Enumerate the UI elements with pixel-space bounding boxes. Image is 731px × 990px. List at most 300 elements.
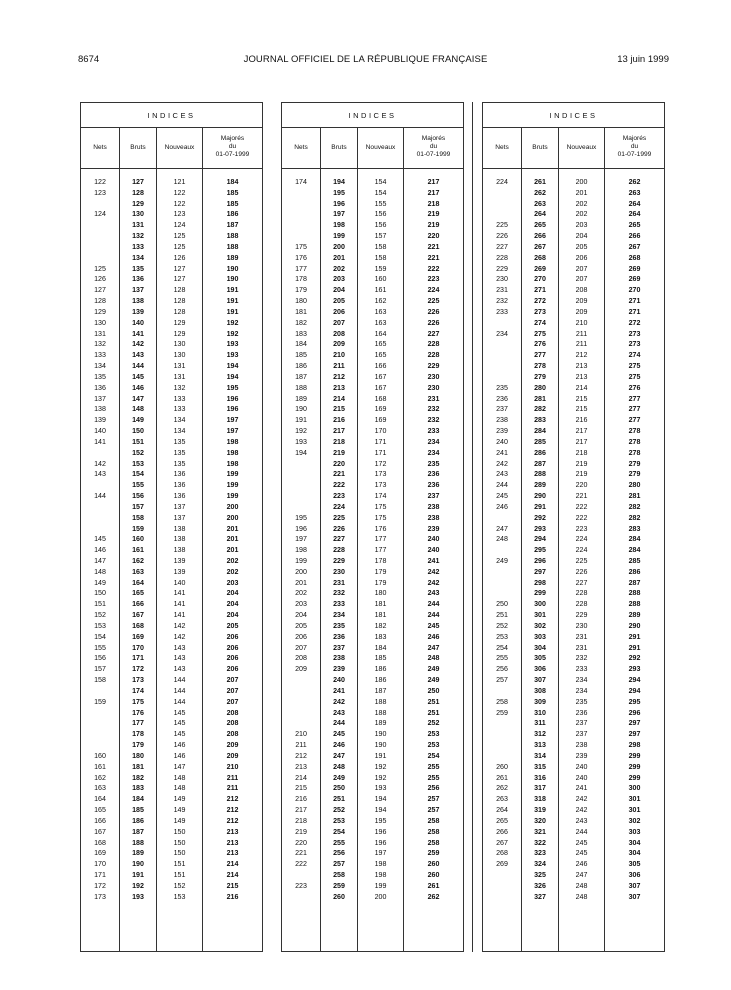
table-cell: 282 (628, 502, 641, 511)
table-cell: 137 (173, 502, 186, 511)
table-cell: 168 (94, 838, 106, 847)
table-cell: 213 (575, 372, 588, 381)
table-cell: 263 (534, 199, 546, 208)
table-cell: 167 (94, 827, 106, 836)
table-cell: 299 (628, 762, 641, 771)
table-cell: 197 (226, 427, 239, 436)
table-cell: 237 (575, 719, 588, 728)
table-cell: 279 (628, 470, 641, 479)
table-cell: 190 (374, 741, 387, 750)
table-cell: 166 (132, 600, 144, 609)
table-cell: 138 (173, 524, 186, 533)
table-cell: 220 (295, 838, 307, 847)
table-cell: 231 (333, 578, 345, 587)
table-cell: 307 (628, 892, 641, 901)
table-cell: 147 (94, 556, 106, 565)
table-cell: 187 (295, 372, 307, 381)
table-cell: 278 (628, 437, 641, 446)
table-cell: 225 (333, 513, 345, 522)
table-cell: 313 (534, 741, 546, 750)
table-cell: 324 (534, 860, 546, 869)
table-cell: 223 (333, 492, 345, 501)
table-cell: 211 (226, 773, 239, 782)
table-cell: 185 (374, 654, 387, 663)
table-cell: 301 (534, 611, 546, 620)
table-cell: 200 (226, 502, 239, 511)
table-cell: 202 (226, 567, 239, 576)
table-cell: 216 (226, 892, 239, 901)
table-cell: 208 (295, 654, 307, 663)
table-cell: 230 (496, 275, 508, 284)
column-bruts (120, 167, 157, 951)
table-cell: 194 (374, 806, 387, 815)
table-cell: 169 (374, 405, 387, 414)
table-cell (483, 209, 521, 220)
table-cell: 194 (374, 795, 387, 804)
table-cell: 231 (575, 632, 588, 641)
table-cell: 144 (173, 686, 186, 695)
table-cell: 256 (427, 784, 440, 793)
table-cell: 207 (575, 264, 588, 273)
table-cell: 211 (575, 329, 588, 338)
table-cell: 192 (374, 762, 387, 771)
indices-table-3 (482, 102, 665, 952)
table-cell: 218 (427, 199, 440, 208)
table-cell: 222 (575, 502, 588, 511)
table-cell: 239 (427, 524, 440, 533)
table-cell (483, 372, 521, 383)
table-cell (483, 350, 521, 361)
table-cell: 291 (534, 502, 546, 511)
publication-date: 13 juin 1999 (617, 54, 669, 65)
column-nouveaux (157, 167, 203, 951)
table-cell: 299 (628, 751, 641, 760)
table-cell: 153 (94, 621, 106, 630)
table-cell: 287 (628, 578, 641, 587)
table-cell: 149 (132, 416, 144, 425)
table-cell: 209 (226, 741, 239, 750)
table-cell: 122 (94, 178, 106, 186)
table-cell: 235 (333, 621, 345, 630)
table-cell: 141 (173, 589, 186, 598)
table-cell: 209 (575, 307, 588, 316)
table-cell: 248 (575, 892, 588, 901)
table-cell (483, 545, 521, 556)
table-cell: 301 (628, 806, 641, 815)
table-cell: 209 (226, 751, 239, 760)
table-cell: 204 (226, 589, 239, 598)
table-cell (483, 870, 521, 881)
table-cell: 244 (496, 481, 508, 490)
table-cell: 300 (534, 600, 546, 609)
table-cell: 207 (226, 686, 239, 695)
table-cell: 257 (333, 860, 345, 869)
table-cell: 189 (226, 253, 239, 262)
table-cell: 185 (132, 806, 144, 815)
table-cell: 206 (226, 632, 239, 641)
table-cell: 279 (534, 372, 546, 381)
table-cell: 148 (173, 773, 186, 782)
table-cell: 242 (575, 806, 588, 815)
table-cell: 188 (226, 242, 239, 251)
table-cell: 188 (132, 838, 144, 847)
table-cell: 186 (374, 676, 387, 685)
table-cell: 260 (496, 762, 508, 771)
table-cell: 252 (333, 806, 345, 815)
table-cell: 158 (374, 242, 387, 251)
table-cell: 158 (94, 676, 106, 685)
table-cell: 267 (628, 242, 641, 251)
table-cell: 127 (94, 286, 106, 295)
table-cell: 175 (374, 502, 387, 511)
table-cell: 156 (374, 221, 387, 230)
table-cell: 181 (132, 762, 144, 771)
table-cell: 151 (173, 871, 186, 879)
table-cell: 145 (173, 719, 186, 728)
table-cell: 226 (333, 524, 345, 533)
table-cell: 134 (94, 362, 106, 371)
table-cell: 161 (132, 546, 144, 555)
column-nets (282, 167, 321, 951)
table-cell: 215 (575, 394, 588, 403)
table-cell: 129 (94, 307, 106, 316)
table-cell: 133 (94, 351, 106, 360)
table-cell: 231 (575, 643, 588, 652)
table-cell: 208 (575, 286, 588, 295)
table-cell: 308 (534, 686, 546, 695)
table-cell: 214 (295, 773, 307, 782)
table-cell: 191 (374, 751, 387, 760)
table-cell: 259 (333, 881, 345, 890)
table-cell: 306 (628, 871, 641, 879)
table-cell: 158 (374, 253, 387, 262)
table-cell: 256 (333, 849, 345, 858)
table-cell: 197 (374, 849, 387, 858)
table-cell: 207 (333, 318, 345, 327)
table-cell: 226 (575, 567, 588, 576)
table-cell: 234 (496, 329, 508, 338)
table-cell: 129 (132, 199, 144, 208)
table-cell: 150 (173, 849, 186, 858)
table-cell (282, 459, 320, 470)
table-cell: 200 (333, 242, 345, 251)
table-cell: 242 (575, 795, 588, 804)
table-cell: 285 (534, 437, 546, 446)
table-cell: 172 (374, 459, 387, 468)
table-cell: 191 (132, 871, 144, 879)
table-cell: 132 (94, 340, 106, 349)
column-majores (203, 167, 262, 951)
table-cell: 128 (173, 286, 186, 295)
table-cell: 124 (173, 221, 186, 230)
table-cell: 234 (427, 448, 440, 457)
table-cell: 132 (173, 383, 186, 392)
table-cell: 149 (94, 578, 106, 587)
table-cell: 177 (132, 719, 144, 728)
table-cell: 164 (374, 329, 387, 338)
table-cell: 204 (333, 286, 345, 295)
table-cell: 258 (427, 816, 440, 825)
table-cell: 216 (333, 416, 345, 425)
table-cell: 180 (132, 751, 144, 760)
table-cell: 284 (628, 535, 641, 544)
table-cell: 128 (173, 307, 186, 316)
table-cell: 186 (132, 816, 144, 825)
table-cell: 252 (427, 719, 440, 728)
table-cell: 237 (575, 730, 588, 739)
table-cell: 200 (226, 513, 239, 522)
table-cell: 143 (173, 643, 186, 652)
table-cell: 282 (534, 405, 546, 414)
table-cell: 250 (496, 600, 508, 609)
table-cell: 211 (226, 784, 239, 793)
table-cell: 235 (575, 697, 588, 706)
table-cell: 277 (628, 416, 641, 425)
table-cell: 188 (374, 708, 387, 717)
page-number: 8674 (78, 54, 100, 65)
table-cell: 205 (575, 242, 588, 251)
table-cell: 236 (496, 394, 508, 403)
table-cell: 211 (575, 340, 588, 349)
table-cell: 291 (628, 632, 641, 641)
table-cell: 219 (427, 210, 440, 219)
table-cell: 186 (295, 362, 307, 371)
table-cell (483, 686, 521, 697)
table-cell: 227 (496, 242, 508, 251)
table-cell: 240 (575, 773, 588, 782)
table-cell: 138 (173, 535, 186, 544)
table-cell: 269 (628, 264, 641, 273)
table-cell: 315 (534, 762, 546, 771)
table-cell: 121 (173, 178, 186, 186)
table-cell: 217 (575, 437, 588, 446)
table-cell: 137 (173, 513, 186, 522)
table-cell (483, 751, 521, 762)
table-cell: 135 (173, 448, 186, 457)
table-cell: 138 (132, 297, 144, 306)
table-cell: 166 (374, 362, 387, 371)
table-cell: 275 (534, 329, 546, 338)
table-cell: 217 (427, 188, 440, 197)
table-cell: 238 (427, 513, 440, 522)
table-cell: 194 (226, 372, 239, 381)
table-cell: 127 (173, 264, 186, 273)
table-cell: 168 (132, 621, 144, 630)
table-cell: 294 (628, 686, 641, 695)
column-header-nouveaux: Nouveaux (358, 128, 404, 168)
table-cell: 150 (94, 589, 106, 598)
table-cell: 297 (534, 567, 546, 576)
table-cell: 299 (628, 773, 641, 782)
table-cell: 166 (94, 816, 106, 825)
table-cell: 193 (226, 340, 239, 349)
table-cell: 165 (132, 589, 144, 598)
table-cell: 214 (226, 871, 239, 879)
table-cell: 209 (575, 297, 588, 306)
table-cell: 257 (427, 795, 440, 804)
table-cell: 306 (534, 665, 546, 674)
column-rule (262, 102, 263, 952)
table-cell: 212 (575, 351, 588, 360)
table-cell: 195 (295, 513, 307, 522)
table-cell: 199 (333, 232, 345, 241)
table-cell: 162 (132, 556, 144, 565)
table-cell: 230 (575, 621, 588, 630)
table-cell: 303 (534, 632, 546, 641)
table-cell: 205 (226, 621, 239, 630)
table-cell: 321 (534, 827, 546, 836)
table-cell (483, 729, 521, 740)
table-cell: 236 (427, 470, 440, 479)
table-cell: 174 (374, 492, 387, 501)
table-cell: 292 (534, 513, 546, 522)
table-cell: 149 (173, 795, 186, 804)
column-headers (282, 128, 463, 169)
table-cell: 239 (333, 665, 345, 674)
table-cell: 280 (628, 481, 641, 490)
table-cell: 241 (333, 686, 345, 695)
table-cell: 156 (374, 210, 387, 219)
table-cell: 233 (427, 427, 440, 436)
table-cell: 210 (333, 351, 345, 360)
table-cell: 307 (534, 676, 546, 685)
table-cell: 198 (295, 546, 307, 555)
table-cell (282, 480, 320, 491)
table-cell: 222 (295, 860, 307, 869)
table-cell: 133 (173, 394, 186, 403)
table-cell: 134 (132, 253, 144, 262)
table-cell: 171 (132, 654, 144, 663)
table-cell: 187 (132, 827, 144, 836)
table-cell: 264 (628, 210, 641, 219)
table-cell: 320 (534, 816, 546, 825)
table-cell: 271 (628, 307, 641, 316)
table-cell: 198 (333, 221, 345, 230)
table-cell: 150 (173, 838, 186, 847)
table-cell: 156 (132, 492, 144, 501)
table-cell: 167 (132, 611, 144, 620)
table-cell: 305 (628, 860, 641, 869)
table-cell: 176 (374, 524, 387, 533)
table-cell: 191 (226, 307, 239, 316)
table-cell: 189 (374, 719, 387, 728)
column-headers (81, 128, 262, 169)
table-cell: 213 (226, 849, 239, 858)
table-cell: 143 (173, 665, 186, 674)
table-cell (81, 220, 119, 231)
table-cell: 170 (374, 427, 387, 436)
table-cell: 301 (628, 795, 641, 804)
table-cell: 311 (534, 719, 546, 728)
table-cell: 273 (628, 329, 641, 338)
table-cell: 183 (295, 329, 307, 338)
table-cell: 213 (333, 383, 345, 392)
table-cell: 201 (295, 578, 307, 587)
table-cell: 243 (496, 470, 508, 479)
table-cell: 233 (333, 600, 345, 609)
table-cell: 170 (132, 643, 144, 652)
table-cell: 123 (94, 188, 106, 197)
table-cell: 243 (575, 816, 588, 825)
table-cell: 208 (333, 329, 345, 338)
table-cell: 316 (534, 773, 546, 782)
table-cell: 200 (374, 892, 387, 901)
column-header-bruts: Bruts (120, 128, 157, 168)
table-cell: 254 (333, 827, 345, 836)
table-cell: 241 (575, 784, 588, 793)
table-cell: 241 (427, 556, 440, 565)
table-cell: 140 (173, 578, 186, 587)
table-cell: 288 (628, 589, 641, 598)
table-cell: 163 (374, 318, 387, 327)
table-cell: 188 (226, 232, 239, 241)
table-cell: 253 (333, 816, 345, 825)
table-cell (81, 513, 119, 524)
table-cell: 326 (534, 881, 546, 890)
table-cell: 245 (333, 730, 345, 739)
table-cell: 163 (132, 567, 144, 576)
table-cell: 122 (173, 188, 186, 197)
indices-table-1 (80, 102, 263, 952)
table-cell: 197 (226, 416, 239, 425)
table-cell: 199 (226, 492, 239, 501)
table-cell: 246 (333, 741, 345, 750)
table-cell: 208 (226, 719, 239, 728)
table-cell: 242 (427, 567, 440, 576)
table-cell: 153 (173, 892, 186, 901)
table-cell: 273 (628, 340, 641, 349)
table-cell: 290 (534, 492, 546, 501)
table-cell: 195 (333, 188, 345, 197)
table-cell: 175 (374, 513, 387, 522)
table-cell: 139 (173, 556, 186, 565)
table-cell: 319 (534, 806, 546, 815)
table-cell: 228 (575, 589, 588, 598)
table-cell: 206 (226, 665, 239, 674)
table-cell: 149 (173, 806, 186, 815)
table-cell: 246 (427, 632, 440, 641)
table-cell: 196 (374, 838, 387, 847)
table-cell: 131 (173, 372, 186, 381)
table-cell: 239 (575, 751, 588, 760)
table-cell: 144 (94, 492, 106, 501)
table-cell: 224 (496, 178, 508, 186)
table-cell: 180 (295, 297, 307, 306)
table-cell: 137 (94, 394, 106, 403)
column-rule (472, 102, 473, 952)
table-cell: 125 (94, 264, 106, 273)
table-cell (483, 199, 521, 210)
table-cell: 212 (226, 795, 239, 804)
table-cell: 264 (496, 806, 508, 815)
table-cell: 154 (94, 632, 106, 641)
table-cell: 196 (226, 405, 239, 414)
table-cell: 228 (427, 351, 440, 360)
table-cell: 214 (575, 383, 588, 392)
table-cell: 216 (295, 795, 307, 804)
table-cell: 174 (295, 178, 307, 186)
table-cell: 212 (226, 816, 239, 825)
table-cell: 173 (374, 481, 387, 490)
table-cell: 205 (333, 297, 345, 306)
table-cell (282, 469, 320, 480)
table-cell: 130 (132, 210, 144, 219)
table-cell: 280 (534, 383, 546, 392)
table-cell: 271 (534, 286, 546, 295)
table-cell: 171 (374, 437, 387, 446)
table-cell: 205 (295, 621, 307, 630)
table-cell: 124 (94, 210, 106, 219)
